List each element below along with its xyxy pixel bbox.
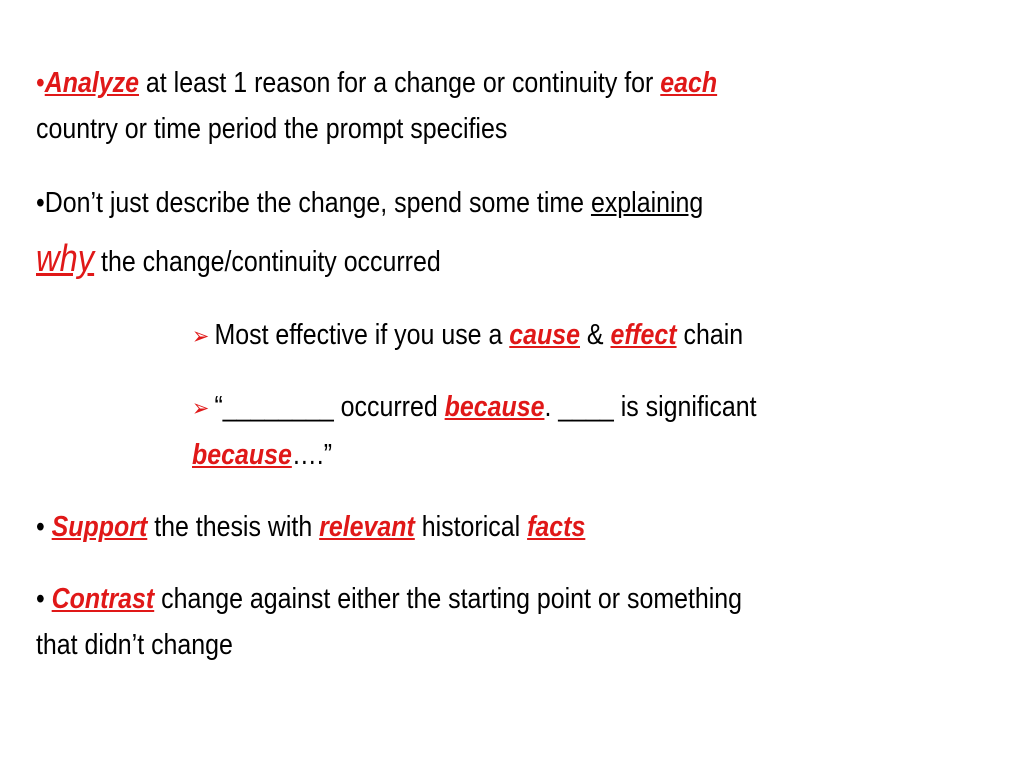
keyword-support: Support <box>51 511 148 543</box>
bullet-marker: • <box>36 67 45 99</box>
bullet-text: . ____ is significant <box>544 391 757 423</box>
bullet-text: “________ occurred <box>214 391 445 423</box>
sub-bullet-because <box>192 384 1018 432</box>
bullet-marker: • <box>36 187 45 219</box>
keyword-effect: effect <box>610 319 677 351</box>
keyword-because: because <box>192 439 292 471</box>
bullet-text: country or time period the prompt specifies <box>36 113 508 145</box>
bullet-marker: • <box>36 511 45 543</box>
bullet-text: historical <box>414 511 528 543</box>
bullet-text: at least 1 reason for a change or continuity for <box>138 67 661 99</box>
bullet-analyze <box>36 60 862 106</box>
sub-bullet-cause-effect <box>192 312 1018 360</box>
bullet-analyze-line2 <box>36 106 862 152</box>
bullet-text: the thesis with <box>147 511 320 543</box>
bullet-text: Most effective if you use a <box>214 319 510 351</box>
keyword-contrast: Contrast <box>51 583 155 615</box>
bullet-text: change against either the starting point or something <box>154 583 743 615</box>
bullet-contrast-line2 <box>36 622 862 668</box>
keyword-because: because <box>444 391 545 423</box>
bullet-explain-line2 <box>36 236 862 285</box>
bullet-marker: • <box>36 583 45 615</box>
keyword-each: each <box>660 67 718 99</box>
bullet-text: that didn’t change <box>36 629 233 661</box>
keyword-why: why <box>36 238 95 280</box>
bullet-text: ….” <box>291 439 333 471</box>
bullet-explain <box>36 180 862 226</box>
bullet-text: the change/continuity occurred <box>94 246 441 278</box>
bullet-text: Don’t just describe the change, spend some time <box>44 187 591 219</box>
sub-bullet-because-line2 <box>192 432 1018 478</box>
arrow-bullet-icon: ➢ <box>192 323 210 350</box>
keyword-analyze: Analyze <box>44 67 139 99</box>
arrow-bullet-icon: ➢ <box>192 395 210 422</box>
keyword-cause: cause <box>509 319 580 351</box>
keyword-relevant: relevant <box>319 511 415 543</box>
keyword-facts: facts <box>527 511 586 543</box>
bullet-text: chain <box>676 319 744 351</box>
bullet-contrast <box>36 576 862 622</box>
bullet-support <box>36 504 862 550</box>
keyword-explaining: explaining <box>590 187 704 219</box>
bullet-text: & <box>579 319 611 351</box>
